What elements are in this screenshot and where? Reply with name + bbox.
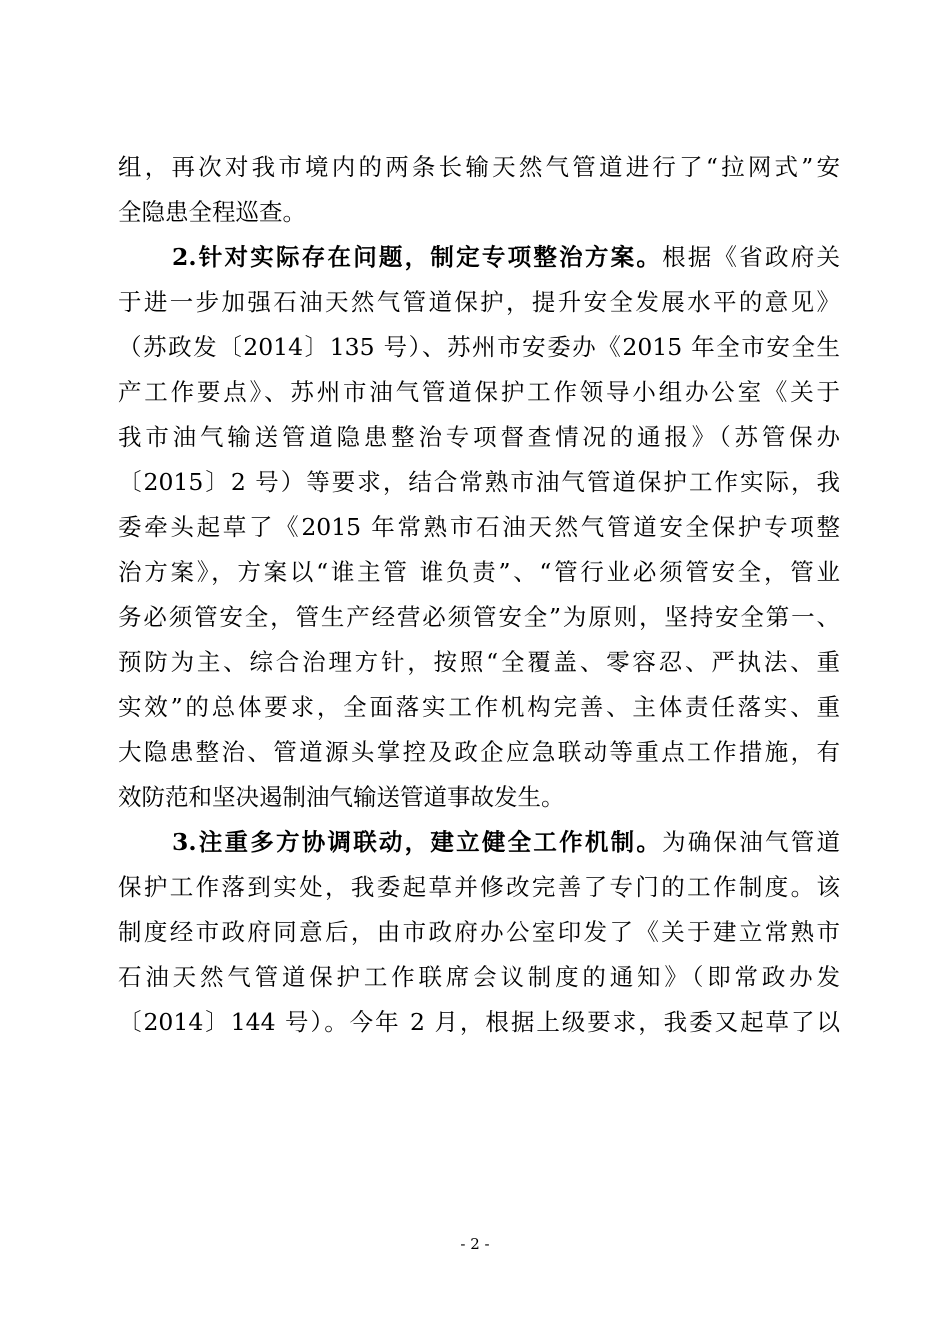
text-line: 委牵头起草了《2015 年常熟市石油天然气管道安全保护专项整 <box>118 513 840 541</box>
text-line: 产工作要点》、苏州市油气管道保护工作领导小组办公室《关于 <box>118 378 840 406</box>
text-line: 务必须管安全，管生产经营必须管安全”为原则，坚持安全第一、 <box>118 603 840 631</box>
text-line: 我市油气输送管道隐患整治专项督查情况的通报》（苏管保办 <box>118 423 840 451</box>
text-line: 效防范和坚决遏制油气输送管道事故发生。 <box>118 783 565 811</box>
text-line: 〔2015〕2 号）等要求，结合常熟市油气管道保护工作实际，我 <box>118 468 840 496</box>
text-line: 全隐患全程巡查。 <box>118 198 306 226</box>
section-heading-line <box>118 235 840 280</box>
text-line: 保护工作落到实处，我委起草并修改完善了专门的工作制度。该 <box>118 873 840 901</box>
text-line: 组，再次对我市境内的两条长输天然气管道进行了“拉网式”安 <box>118 153 840 181</box>
text-line: 大隐患整治、管道源头掌控及政企应急联动等重点工作措施，有 <box>118 738 840 766</box>
text-line: 于进一步加强石油天然气管道保护，提升安全发展水平的意见》 <box>118 288 840 316</box>
text-line: 石油天然气管道保护工作联席会议制度的通知》（即常政办发 <box>118 963 840 991</box>
body-text <box>118 145 840 1045</box>
text-run: 为确保油气管道 <box>662 828 840 856</box>
text-line: 制度经市政府同意后，由市政府办公室印发了《关于建立常熟市 <box>118 918 840 946</box>
section-heading: 3.注重多方协调联动，建立健全工作机制。 <box>172 828 663 856</box>
text-line: 治方案》，方案以“谁主管 谁负责”、“管行业必须管安全，管业 <box>118 558 840 586</box>
text-line: 实效”的总体要求，全面落实工作机构完善、主体责任落实、重 <box>118 693 840 721</box>
text-line: 〔2014〕144 号）。今年 2 月，根据上级要求，我委又起草了以 <box>118 1008 840 1036</box>
section-heading: 2.针对实际存在问题，制定专项整治方案。 <box>172 243 663 271</box>
page-number: - 2 - <box>460 1235 490 1253</box>
text-line: 预防为主、综合治理方针，按照“全覆盖、零容忍、严执法、重 <box>118 648 840 676</box>
text-run: 根据《省政府关 <box>662 243 840 271</box>
section-heading-line <box>118 820 840 865</box>
text-line: （苏政发〔2014〕135 号）、苏州市安委办《2015 年全市安全生 <box>118 333 840 361</box>
